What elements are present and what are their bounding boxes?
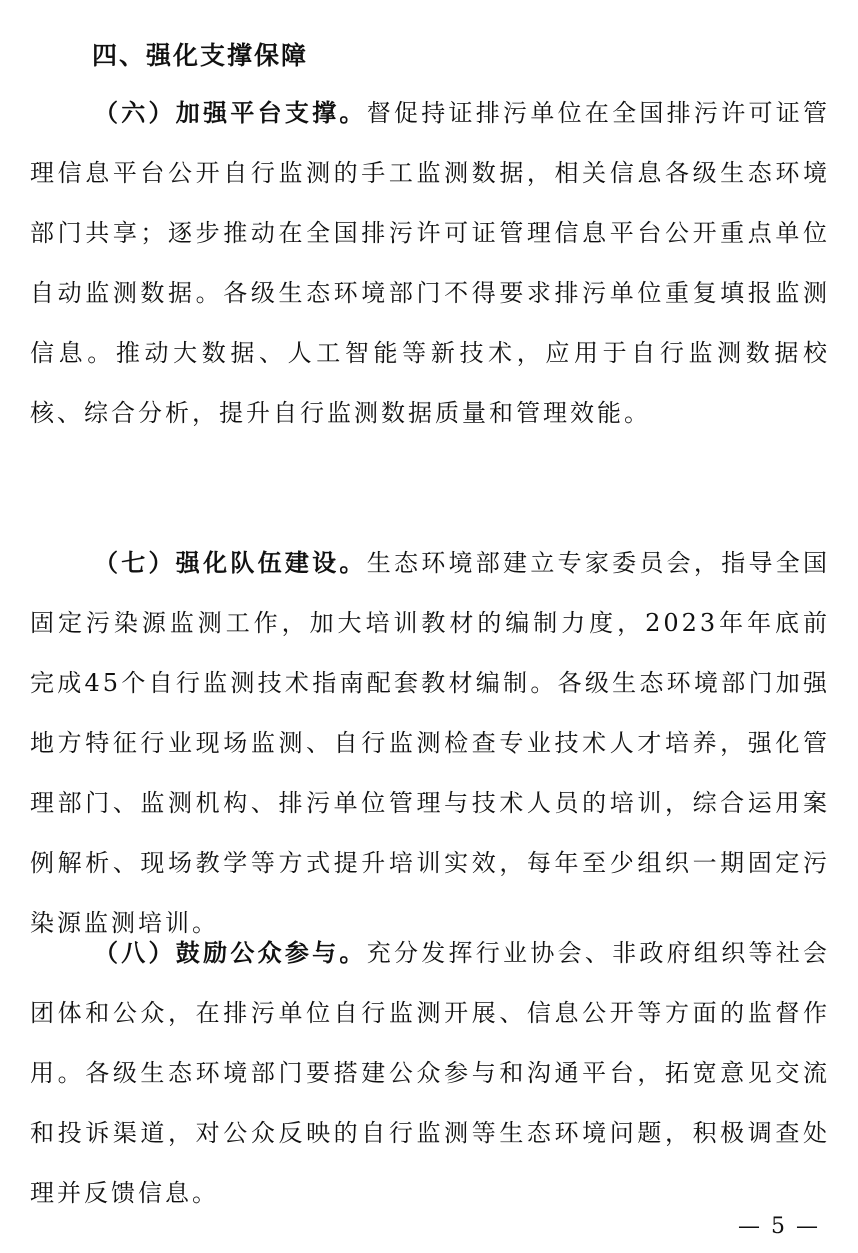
paragraph-team-building: [30, 533, 830, 953]
paragraph-body: 督促持证排污单位在全国排污许可证管理信息平台公开自行监测的手工监测数据，相关信息各级生态环境部门共享；逐步推动在全国排污许可证管理信息平台公开重点单位自动监测数据。各级生态环境部门不得要求排污单位重复填报监测信息。推动大数据、人工智能等新技术，应用于自行监测数据校核、综合分析，提升自行监测数据质量和管理效能。: [30, 99, 831, 427]
paragraph-body: 充分发挥行业协会、非政府组织等社会团体和公众，在排污单位自行监测开展、信息公开等方面的监督作用。各级生态环境部门要搭建公众参与和沟通平台，拓宽意见交流和投诉渠道，对公众反映的自行监测等生态环境问题，积极调查处理并反馈信息。: [30, 939, 831, 1207]
page-number: — 5 —: [738, 1214, 820, 1239]
paragraph-public-participation: [30, 923, 830, 1223]
section-heading: 四、强化支撑保障: [92, 41, 309, 70]
paragraph-body: 生态环境部建立专家委员会，指导全国固定污染源监测工作，加大培训教材的编制力度，2023年年底前完成45个自行监测技术指南配套教材编制。各级生态环境部门加强地方特征行业现场监测、自行监测检查专业技术人才培养，强化管理部门、监测机构、排污单位管理与技术人员的培训，综合运用案例解析、现场教学等方式提升培训实效，每年至少组织一期固定污染源监测培训。: [30, 549, 831, 937]
paragraph-lead: （七）强化队伍建设。: [94, 548, 367, 577]
paragraph-lead: （八）鼓励公众参与。: [94, 938, 367, 967]
paragraph-platform-support: [30, 83, 830, 443]
paragraph-lead: （六）加强平台支撑。: [94, 98, 367, 127]
